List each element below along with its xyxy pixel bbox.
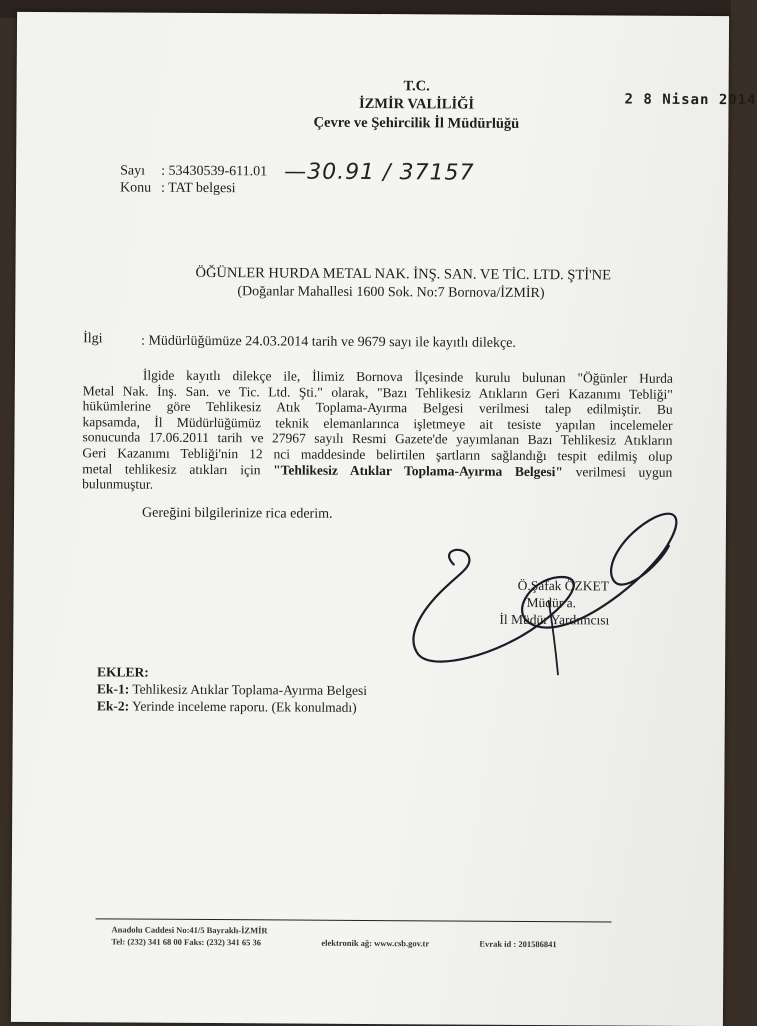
ilgi-label: İlgi bbox=[83, 331, 103, 347]
footer-web: elektronik ağ: www.csb.gov.tr bbox=[321, 937, 430, 949]
signer-position: İl Müdür Yardımcısı bbox=[499, 611, 610, 628]
attachment-text: Yerinde inceleme raporu. (Ek konulmadı) bbox=[129, 698, 357, 715]
ilgi-value: : Müdürlüğümüze 24.03.2014 tarih ve 9679 sayı ile kayıtlı dilekçe. bbox=[141, 333, 516, 351]
footer-document-id: Evrak id : 201586841 bbox=[479, 938, 557, 950]
addressee-name: ÖĞÜNLER HURDA METAL NAK. İNŞ. SAN. VE TİC. LTD. ŞTİ'NE bbox=[195, 264, 612, 284]
body-line: İlgide kayıtlı dilekçe ile, İlimiz Bornova İlçesinde kurulu bulunan "Öğünler Hurda bbox=[142, 367, 673, 386]
body-line: sonucunda 17.06.2011 tarih ve 27967 sayılı Resmi Gazete'de yayımlanan Bazı Tehlikesiz Atıkların bbox=[82, 429, 673, 449]
body-line: Metal Nak. İnş. San. ve Tic. Ltd. Şti." olarak, "Bazı Tehlikesiz Atıkların Geri Kazanımı Tebliği" bbox=[82, 382, 673, 402]
sayi-value: : 53430539-611.01 bbox=[161, 163, 268, 180]
body-text: metal tehlikesiz atıkları için bbox=[82, 460, 274, 477]
signer-title: Müdür a. bbox=[526, 594, 577, 611]
body-line: hükümlerine göre Tehlikesiz Atık Toplama-Ayırma Belgesi verilmesi talep edilmiştir. Bu bbox=[82, 398, 673, 418]
footer-divider bbox=[96, 918, 612, 922]
attachments-heading: EKLER: bbox=[97, 664, 149, 680]
footer-phone: Tel: (232) 341 68 00 Faks: (232) 341 65 36 bbox=[111, 936, 262, 948]
closing-sentence: Gereğini bilgilerinize rica ederim. bbox=[141, 505, 333, 522]
addressee-address: (Doğanlar Mahallesi 1600 Sok. No:7 Bornova/İZMİR) bbox=[237, 284, 545, 302]
handwritten-date: 2 8 Nisan 2014 bbox=[624, 91, 757, 109]
body-line: Geri Kazanımı Tebliği'nin 12 nci maddesinde belirtilen şartların sağlandığı tespit edilmiş olup bbox=[82, 445, 673, 464]
letter-page bbox=[11, 12, 757, 1026]
body-text: verilmesi uygun bbox=[562, 463, 673, 480]
handwritten-number: —30.91 / 37157 bbox=[284, 159, 475, 186]
header-tc: T.C. bbox=[403, 78, 430, 95]
header-directorate: Çevre ve Şehircilik İl Müdürlüğü bbox=[313, 114, 520, 132]
certificate-name: "Tehlikesiz Atıklar Toplama-Ayırma Belgesi" bbox=[273, 461, 563, 479]
konu-value: : TAT belgesi bbox=[160, 180, 236, 197]
attachment-label: Ek-2: bbox=[96, 698, 130, 714]
signer-name: Ö.Şafak ÖZKET bbox=[517, 577, 610, 594]
body-line: bulunmuştur. bbox=[82, 476, 154, 492]
body-line: kapsamda, İl Müdürlüğümüz teknik elemanlarınca işletmeye ait tesiste yapılan incelemeler bbox=[82, 414, 673, 433]
footer-address: Anadolu Caddesi No:41/5 Bayraklı-İZMİR bbox=[111, 924, 268, 936]
konu-label: Konu bbox=[119, 180, 152, 196]
body-paragraph bbox=[82, 367, 673, 495]
attachment-text: Tehlikesiz Atıklar Toplama-Ayırma Belgesi bbox=[129, 681, 368, 698]
header-governorship: İZMİR VALİLİĞİ bbox=[358, 95, 475, 113]
attachment-item-1 bbox=[97, 681, 367, 699]
attachment-item-2 bbox=[97, 698, 357, 716]
sayi-label: Sayı bbox=[120, 163, 146, 179]
attachment-label: Ek-1: bbox=[96, 681, 130, 697]
